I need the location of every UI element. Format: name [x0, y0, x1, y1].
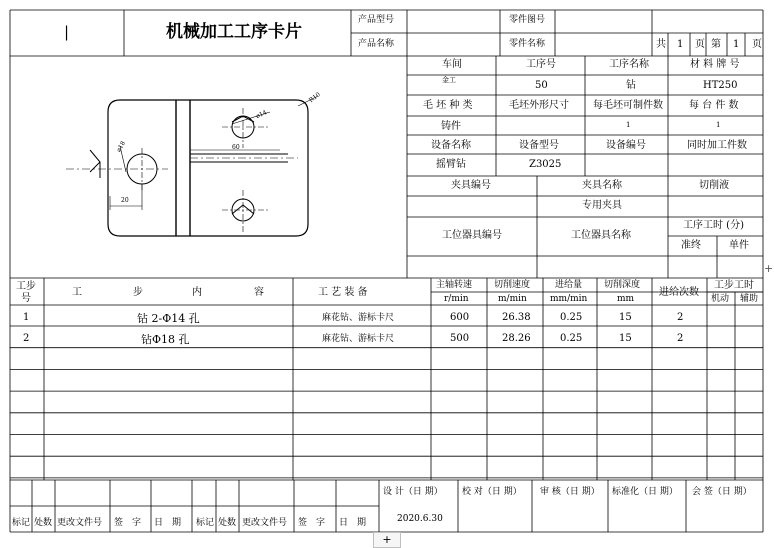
speed-header: 主轴转速 [436, 280, 473, 290]
op-no-value: 50 [535, 80, 548, 91]
check-label: 校 对（日 期） [462, 487, 522, 497]
dim-d14: ⌀14 [254, 108, 268, 121]
dim-r10: R10 [307, 91, 322, 105]
change-doc-label-2: 更改文件号 [242, 518, 288, 528]
fixture-name-label: 夹具名称 [582, 180, 622, 191]
blank-type-value: 铸件 [441, 121, 461, 132]
product-name-label: 产品名称 [358, 39, 395, 49]
page-no: 1 [733, 39, 740, 50]
step-2-no: 2 [23, 333, 30, 344]
step-1-cut-speed: 26.38 [502, 312, 531, 323]
part-outline-shape [108, 100, 308, 236]
fixture-name-value: 专用夹具 [582, 200, 622, 211]
product-model-label: 产品型号 [358, 15, 395, 25]
dim-60: 60 [232, 144, 240, 151]
standard-label: 标准化（日 期） [612, 487, 678, 497]
unit-label: 单件 [729, 240, 749, 251]
sign-label: 签 字 [114, 518, 142, 528]
op-no-label: 工序号 [526, 59, 556, 70]
depth-unit: mm [617, 294, 635, 304]
machine-header: 机动 [711, 294, 730, 304]
cut-speed-unit: m/min [498, 294, 527, 304]
equip-no-label: 设备编号 [606, 140, 646, 151]
step-2-content: 钻Φ18 孔 [141, 333, 190, 346]
mark-label-2: 标记 [196, 518, 215, 528]
station-tool-name-label: 工位器具名称 [571, 230, 631, 241]
content-header-3: 内 [192, 287, 202, 298]
step-1-equip: 麻花钻、游标卡尺 [322, 313, 395, 323]
place-label: 处数 [34, 518, 53, 528]
depth-header: 切削深度 [604, 280, 641, 290]
simul-label: 同时加工件数 [687, 140, 747, 151]
sign-label-2: 签 字 [298, 518, 326, 528]
page-title: 机械加工工序卡片 [166, 22, 302, 42]
countersign-label: 会 签（日 期） [692, 487, 752, 497]
review-label: 审 核（日 期） [540, 487, 600, 497]
coolant-label: 切削液 [699, 180, 729, 191]
change-doc-label: 更改文件号 [57, 518, 103, 528]
feed-header: 进给量 [555, 280, 583, 290]
step-time-header: 工步工时 [714, 280, 754, 291]
workshop-value: 金工 [442, 76, 456, 84]
feed-unit: mm/min [550, 294, 588, 304]
speed-unit: r/min [444, 294, 469, 304]
page-no-label: 第 [711, 39, 721, 50]
fixture-no-label: 夹具编号 [451, 180, 491, 191]
passes-header: 进给次数 [659, 287, 699, 298]
total-pages: 1 [677, 39, 684, 50]
date-label: 日 期 [154, 518, 182, 528]
dim-20: 20 [121, 197, 129, 204]
op-time-label: 工序工时 (分) [683, 220, 744, 231]
station-tool-no-label: 工位器具编号 [442, 230, 502, 241]
part-name-label: 零件名称 [509, 39, 546, 49]
design-label: 设 计（日 期） [383, 487, 443, 497]
equip-name-label: 设备名称 [431, 140, 471, 151]
equip-model-label: 设备型号 [519, 140, 559, 151]
step-2-depth: 15 [619, 333, 632, 344]
step-1-no: 1 [23, 312, 30, 323]
content-header-1: 工 [72, 287, 82, 298]
page-label-2: 页 [752, 39, 762, 50]
clamp-symbol-shape [90, 150, 100, 178]
step-no-header: 工步号 [16, 281, 36, 304]
material-label: 材 料 牌 号 [690, 59, 740, 70]
blank-count-label: 每毛坯可制件数 [593, 100, 663, 111]
content-header-4: 容 [254, 287, 264, 298]
cut-speed-header: 切削速度 [494, 280, 531, 290]
total-label: 共 [656, 39, 666, 50]
blank-size-label: 毛坯外形尺寸 [509, 100, 569, 111]
add-row-button[interactable]: + [373, 532, 401, 548]
step-2-equip: 麻花钻、游标卡尺 [322, 334, 395, 344]
design-date: 2020.6.30 [397, 514, 443, 524]
step-1-content: 钻 2-Φ14 孔 [137, 312, 200, 325]
step-2-cut-speed: 28.26 [502, 333, 531, 344]
blank-type-label: 毛 坯 种 类 [423, 100, 473, 111]
prep-label: 准终 [681, 240, 701, 251]
content-header-2: 步 [133, 287, 143, 298]
step-1-feed: 0.25 [560, 312, 583, 323]
material-value: HT250 [703, 80, 738, 91]
equip-model-value: Z3025 [529, 159, 562, 170]
aux-header: 辅助 [740, 294, 759, 304]
add-column-button[interactable]: + [764, 262, 774, 275]
equip-header: 工 艺 装 备 [318, 287, 368, 298]
mark-label: 标记 [12, 518, 31, 528]
workshop-label: 车间 [442, 59, 462, 70]
dim-d18: ⌀18 [115, 140, 128, 154]
per-unit-value: 1 [716, 121, 721, 129]
step-1-passes: 2 [677, 312, 684, 323]
op-name-label: 工序名称 [609, 59, 649, 70]
step-1-depth: 15 [619, 312, 632, 323]
op-name-value: 钻 [626, 80, 636, 91]
step-2-feed: 0.25 [560, 333, 583, 344]
equip-name-value: 摇臂钻 [436, 159, 466, 170]
place-label-2: 处数 [218, 518, 237, 528]
step-1-speed: 600 [450, 312, 470, 323]
page-label: 页 [695, 39, 705, 50]
step-2-passes: 2 [677, 333, 684, 344]
date-label-2: 日 期 [339, 518, 367, 528]
step-2-speed: 500 [450, 333, 470, 344]
text-cursor: | [64, 23, 70, 41]
blank-count-value: 1 [626, 121, 631, 129]
part-drawing-no-label: 零件图号 [509, 15, 546, 25]
per-unit-label: 每 台 件 数 [689, 100, 739, 111]
